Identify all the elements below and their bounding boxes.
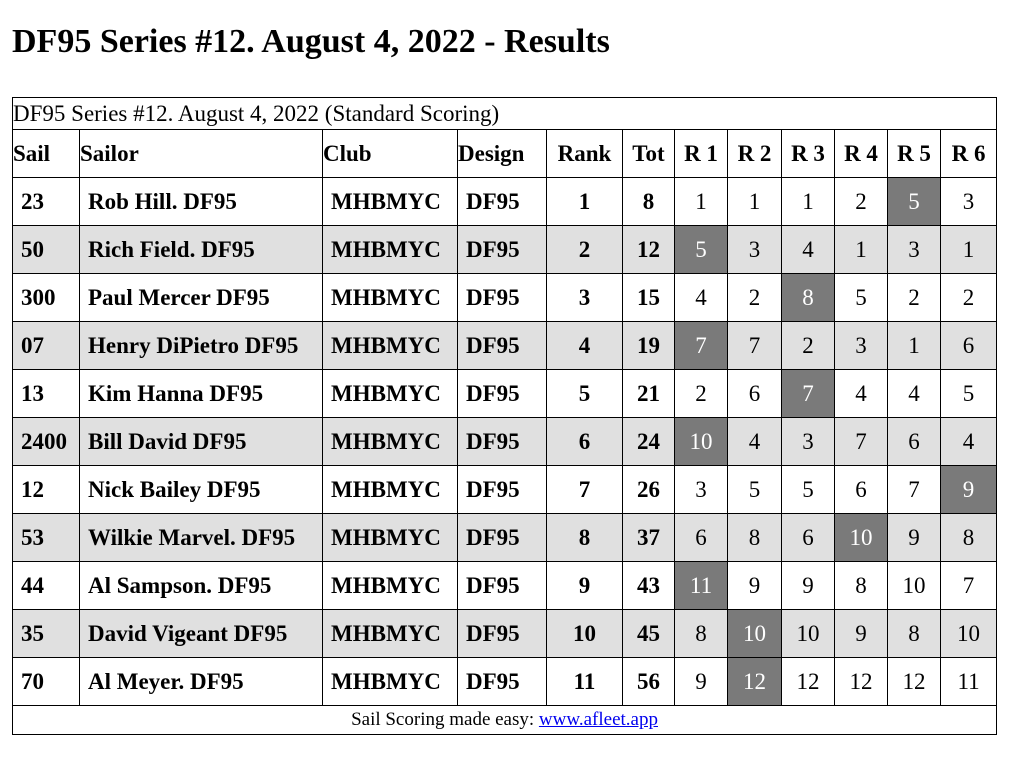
caption-row: [13, 98, 997, 130]
race-score-cell: 6: [888, 418, 941, 466]
column-header: R 1: [675, 130, 728, 178]
header-row: [13, 130, 997, 178]
race-score-cell: 7: [888, 466, 941, 514]
column-header: Sailor: [80, 130, 323, 178]
sail-cell: 07: [13, 322, 80, 370]
sail-cell: 23: [13, 178, 80, 226]
sail-cell: 13: [13, 370, 80, 418]
column-header: Club: [323, 130, 458, 178]
column-header: R 4: [835, 130, 888, 178]
club-cell: MHBMYC: [323, 370, 458, 418]
rank-cell: 11: [547, 658, 623, 706]
race-score-cell: 12: [782, 658, 835, 706]
rank-cell: 2: [547, 226, 623, 274]
page-title: DF95 Series #12. August 4, 2022 - Results: [12, 23, 610, 60]
sailor-cell: Kim Hanna DF95: [80, 370, 323, 418]
total-cell: 8: [623, 178, 675, 226]
sailor-cell: David Vigeant DF95: [80, 610, 323, 658]
sailor-cell: Rob Hill. DF95: [80, 178, 323, 226]
total-cell: 21: [623, 370, 675, 418]
race-score-cell: 9: [888, 514, 941, 562]
table-row: [13, 370, 997, 418]
club-cell: MHBMYC: [323, 322, 458, 370]
sailor-cell: Al Sampson. DF95: [80, 562, 323, 610]
table-row: [13, 610, 997, 658]
design-cell: DF95: [458, 562, 547, 610]
race-score-discarded: 9: [941, 466, 997, 514]
race-score-discarded: 5: [675, 226, 728, 274]
column-header: Sail: [13, 130, 80, 178]
club-cell: MHBMYC: [323, 418, 458, 466]
table-row: [13, 658, 997, 706]
results-body: [13, 98, 997, 706]
race-score-cell: 3: [888, 226, 941, 274]
rank-cell: 10: [547, 610, 623, 658]
race-score-cell: 7: [728, 322, 782, 370]
sail-cell: 2400: [13, 418, 80, 466]
race-score-cell: 9: [728, 562, 782, 610]
race-score-cell: 3: [835, 322, 888, 370]
race-score-cell: 2: [941, 274, 997, 322]
sail-cell: 12: [13, 466, 80, 514]
race-score-cell: 4: [835, 370, 888, 418]
race-score-discarded: 7: [782, 370, 835, 418]
race-score-cell: 1: [941, 226, 997, 274]
race-score-discarded: 5: [888, 178, 941, 226]
club-cell: MHBMYC: [323, 514, 458, 562]
table-row: [13, 562, 997, 610]
club-cell: MHBMYC: [323, 226, 458, 274]
rank-cell: 7: [547, 466, 623, 514]
total-cell: 15: [623, 274, 675, 322]
total-cell: 12: [623, 226, 675, 274]
race-score-cell: 6: [941, 322, 997, 370]
sailor-cell: Rich Field. DF95: [80, 226, 323, 274]
race-score-cell: 8: [675, 610, 728, 658]
race-score-cell: 7: [835, 418, 888, 466]
rank-cell: 3: [547, 274, 623, 322]
total-cell: 45: [623, 610, 675, 658]
rank-cell: 1: [547, 178, 623, 226]
race-score-discarded: 12: [728, 658, 782, 706]
rank-cell: 4: [547, 322, 623, 370]
table-row: [13, 418, 997, 466]
rank-cell: 8: [547, 514, 623, 562]
race-score-cell: 5: [782, 466, 835, 514]
table-row: [13, 514, 997, 562]
design-cell: DF95: [458, 322, 547, 370]
race-score-cell: 1: [782, 178, 835, 226]
race-score-cell: 2: [888, 274, 941, 322]
race-score-discarded: 7: [675, 322, 728, 370]
design-cell: DF95: [458, 658, 547, 706]
rank-cell: 6: [547, 418, 623, 466]
design-cell: DF95: [458, 274, 547, 322]
design-cell: DF95: [458, 418, 547, 466]
race-score-cell: 3: [782, 418, 835, 466]
race-score-cell: 9: [782, 562, 835, 610]
sailor-cell: Al Meyer. DF95: [80, 658, 323, 706]
race-score-discarded: 10: [675, 418, 728, 466]
sailor-cell: Nick Bailey DF95: [80, 466, 323, 514]
race-score-cell: 7: [941, 562, 997, 610]
race-score-cell: 11: [941, 658, 997, 706]
race-score-discarded: 11: [675, 562, 728, 610]
race-score-cell: 6: [782, 514, 835, 562]
design-cell: DF95: [458, 466, 547, 514]
race-score-cell: 1: [888, 322, 941, 370]
race-score-cell: 5: [728, 466, 782, 514]
sail-cell: 44: [13, 562, 80, 610]
column-header: Tot: [623, 130, 675, 178]
club-cell: MHBMYC: [323, 610, 458, 658]
table-row: [13, 226, 997, 274]
column-header: R 3: [782, 130, 835, 178]
sailor-cell: Henry DiPietro DF95: [80, 322, 323, 370]
club-cell: MHBMYC: [323, 658, 458, 706]
race-score-cell: 5: [941, 370, 997, 418]
race-score-cell: 4: [728, 418, 782, 466]
race-score-cell: 10: [941, 610, 997, 658]
sail-cell: 50: [13, 226, 80, 274]
race-score-cell: 10: [888, 562, 941, 610]
sailor-cell: Paul Mercer DF95: [80, 274, 323, 322]
design-cell: DF95: [458, 178, 547, 226]
race-score-cell: 8: [835, 562, 888, 610]
footer-row: [13, 706, 997, 735]
race-score-cell: 1: [728, 178, 782, 226]
race-score-cell: 9: [835, 610, 888, 658]
total-cell: 56: [623, 658, 675, 706]
sail-cell: 70: [13, 658, 80, 706]
race-score-cell: 4: [888, 370, 941, 418]
race-score-cell: 4: [675, 274, 728, 322]
total-cell: 43: [623, 562, 675, 610]
column-header: R 5: [888, 130, 941, 178]
club-cell: MHBMYC: [323, 562, 458, 610]
table-row: [13, 274, 997, 322]
race-score-cell: 1: [835, 226, 888, 274]
race-score-cell: 5: [835, 274, 888, 322]
total-cell: 37: [623, 514, 675, 562]
sail-cell: 53: [13, 514, 80, 562]
design-cell: DF95: [458, 370, 547, 418]
race-score-cell: 12: [835, 658, 888, 706]
column-header: R 2: [728, 130, 782, 178]
race-score-discarded: 10: [835, 514, 888, 562]
race-score-cell: 4: [941, 418, 997, 466]
total-cell: 24: [623, 418, 675, 466]
race-score-cell: 1: [675, 178, 728, 226]
race-score-cell: 9: [675, 658, 728, 706]
race-score-cell: 6: [675, 514, 728, 562]
afleet-link[interactable]: www.afleet.app: [538, 709, 658, 730]
race-score-cell: 3: [941, 178, 997, 226]
race-score-discarded: 10: [728, 610, 782, 658]
column-header: Design: [458, 130, 547, 178]
race-score-discarded: 8: [782, 274, 835, 322]
race-score-cell: 6: [728, 370, 782, 418]
race-score-cell: 8: [941, 514, 997, 562]
sailor-cell: Wilkie Marvel. DF95: [80, 514, 323, 562]
race-score-cell: 12: [888, 658, 941, 706]
sail-cell: 300: [13, 274, 80, 322]
club-cell: MHBMYC: [323, 274, 458, 322]
rank-cell: 5: [547, 370, 623, 418]
rank-cell: 9: [547, 562, 623, 610]
race-score-cell: 2: [835, 178, 888, 226]
total-cell: 19: [623, 322, 675, 370]
footer-text: Sail Scoring made easy:: [351, 709, 539, 730]
sailor-cell: Bill David DF95: [80, 418, 323, 466]
results-table: [12, 97, 997, 735]
race-score-cell: 2: [782, 322, 835, 370]
design-cell: DF95: [458, 514, 547, 562]
table-row: [13, 466, 997, 514]
table-row: [13, 322, 997, 370]
race-score-cell: 4: [782, 226, 835, 274]
design-cell: DF95: [458, 226, 547, 274]
footer-cell: [13, 706, 997, 735]
sail-cell: 35: [13, 610, 80, 658]
design-cell: DF95: [458, 610, 547, 658]
column-header: Rank: [547, 130, 623, 178]
club-cell: MHBMYC: [323, 466, 458, 514]
race-score-cell: 8: [728, 514, 782, 562]
race-score-cell: 3: [728, 226, 782, 274]
race-score-cell: 10: [782, 610, 835, 658]
race-score-cell: 3: [675, 466, 728, 514]
race-score-cell: 2: [728, 274, 782, 322]
race-score-cell: 8: [888, 610, 941, 658]
table-caption: DF95 Series #12. August 4, 2022 (Standard Scoring): [13, 98, 997, 130]
race-score-cell: 6: [835, 466, 888, 514]
total-cell: 26: [623, 466, 675, 514]
column-header: R 6: [941, 130, 997, 178]
club-cell: MHBMYC: [323, 178, 458, 226]
table-row: [13, 178, 997, 226]
race-score-cell: 2: [675, 370, 728, 418]
